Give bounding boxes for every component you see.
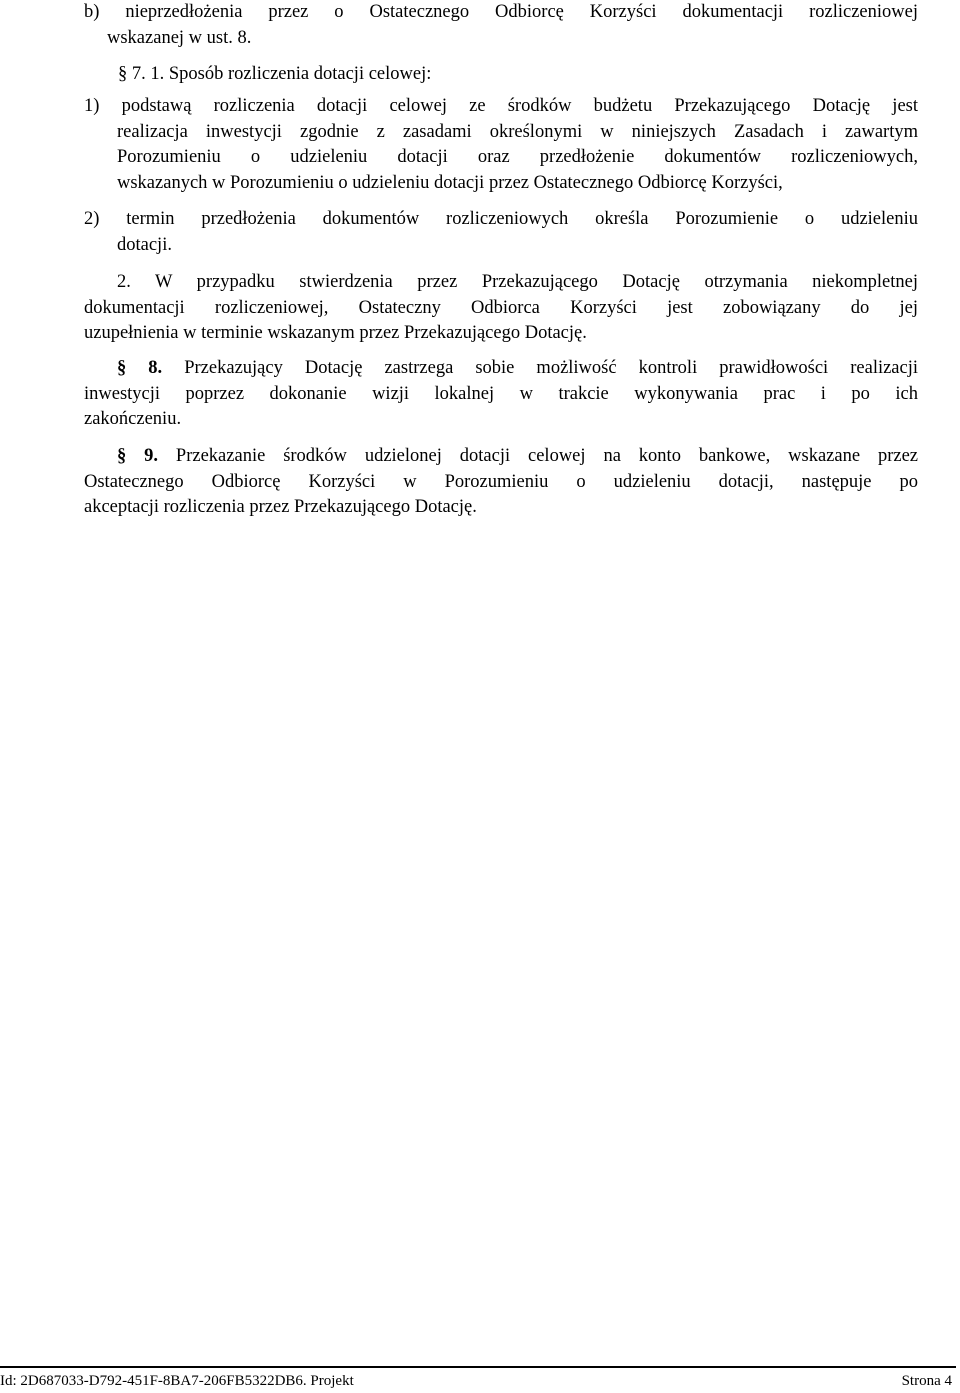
section-7-paragraph-2 [84, 270, 918, 347]
item-b-line-1: b) nieprzedłożenia przez o Ostatecznego Odbiorcę Korzyści dokumentacji rozliczeniowej [84, 2, 918, 22]
para-2-line-2: dokumentacji rozliczeniowej, Ostateczny Odbiorca Korzyści jest zobowiązany do jej [84, 297, 918, 318]
section-7-heading [118, 62, 918, 88]
section-7-heading-text: § 7. 1. Sposób rozliczenia dotacji celowej: [118, 64, 432, 84]
section-8-line-1-text: Przekazujący Dotację zastrzega sobie możliwość kontroli prawidłowości realizacji [162, 358, 918, 378]
section-8-number: § 8. [117, 358, 163, 378]
item-b [84, 0, 918, 51]
section-9 [84, 444, 918, 521]
section-7-point-1 [84, 94, 918, 196]
section-9-line-3: akceptacji rozliczenia przez Przekazującego Dotację. [84, 497, 477, 517]
section-8-line-3: zakończeniu. [84, 409, 182, 429]
point-1-line-1: 1) podstawą rozliczenia dotacji celowej ze środków budżetu Przekazującego Dotację jest [84, 96, 918, 116]
point-1-line-4: wskazanych w Porozumieniu o udzieleniu dotacji przez Ostatecznego Odbiorcę Korzyści, [117, 172, 783, 193]
section-9-line-1 [84, 444, 918, 470]
point-1-line-3: Porozumieniu o udzieleniu dotacji oraz przedłożenie dokumentów rozliczeniowych, [117, 147, 918, 167]
section-8-line-2: inwestycji poprzez dokonanie wizji lokalnej w trakcie wykonywania prac i po ich [84, 383, 918, 404]
page-number: Strona 4 [901, 1373, 952, 1389]
section-9-line-2: Ostatecznego Odbiorcę Korzyści w Porozumieniu o udzieleniu dotacji, następuje po [84, 471, 918, 492]
section-8 [84, 356, 918, 433]
para-2-line-3: uzupełnienia w terminie wskazanym przez Przekazującego Dotację. [84, 323, 587, 343]
point-2-line-1: 2) termin przedłożenia dokumentów rozliczeniowych określa Porozumienie o udzieleniu [84, 209, 918, 229]
point-1-line-2: realizacja inwestycji zgodnie z zasadami określonymi w niniejszych Zasadach i zawartym [117, 121, 918, 142]
document-id: Id: 2D687033-D792-451F-8BA7-206FB5322DB6. Projekt [0, 1373, 354, 1389]
section-9-line-1-text: Przekazanie środków udzielonej dotacji celowej na konto bankowe, wskazane przez [158, 446, 918, 466]
section-7-point-2 [84, 207, 918, 258]
para-2-line-1: 2. W przypadku stwierdzenia przez Przekazującego Dotację otrzymania niekompletnej [117, 272, 918, 292]
section-8-line-1 [84, 356, 918, 382]
page-footer [0, 1366, 956, 1393]
section-9-number: § 9. [117, 446, 159, 466]
point-2-line-2: dotacji. [117, 234, 172, 255]
item-b-line-2: wskazanej w ust. 8. [107, 27, 252, 48]
